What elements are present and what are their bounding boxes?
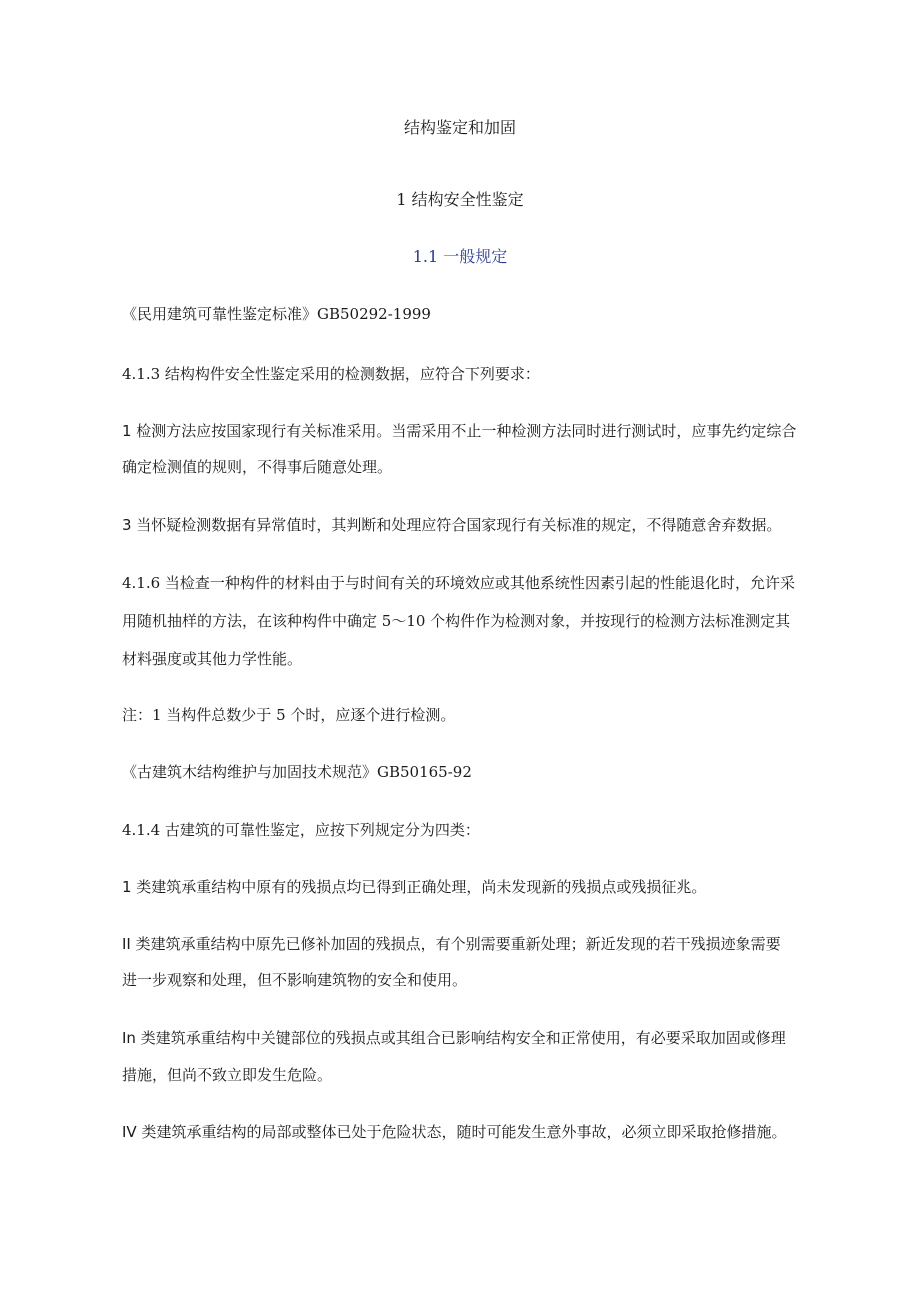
clause-4-1-3: 4.1.3 结构构件安全性鉴定采用的检测数据，应符合下列要求： — [122, 365, 540, 383]
clause-4-1-6-line-3: 材料强度或其他力学性能。 — [122, 650, 303, 668]
chapter-heading: 1 结构安全性鉴定 — [396, 190, 524, 209]
clause-4-1-6-line-1: 4.1.6 当检查一种构件的材料由于与时间有关的环境效应或其他系统性因素引起的性能退化时，允许采 — [122, 574, 795, 592]
standard-title-2: 《古建筑木结构维护与加固技术规范》GB50165-92 — [122, 763, 472, 781]
item-1-line-2: 确定检测值的规则，不得事后随意处理。 — [122, 458, 393, 476]
class-3-line-2: 措施，但尚不致立即发生危险。 — [122, 1066, 333, 1084]
clause-4-1-6-line-2: 用随机抽样的方法，在该种构件中确定 5～10 个构件作为检测对象，并按现行的检测方法标准测定其 — [122, 612, 791, 630]
item-1-line-1: 1 检测方法应按国家现行有关标准采用。当需采用不止一种检测方法同时进行测试时，应事先约定综合 — [122, 422, 797, 440]
item-3: 3 当怀疑检测数据有异常值时，其判断和处理应符合国家现行有关标准的规定，不得随意舍弃数据。 — [122, 516, 782, 534]
class-2-line-2: 进一步观察和处理，但不影响建筑物的安全和使用。 — [122, 971, 468, 989]
class-1: 1 类建筑承重结构中原有的残损点均已得到正确处理，尚未发现新的残损点或残损征兆。 — [122, 878, 707, 896]
standard-title-1: 《民用建筑可靠性鉴定标准》GB50292-1999 — [122, 305, 431, 323]
class-4: IV 类建筑承重结构的局部或整体已处于危险状态，随时可能发生意外事故，必须立即采取抢修措施。 — [122, 1123, 787, 1141]
class-2-line-1: II 类建筑承重结构中原先已修补加固的残损点，有个别需要重新处理；新近发现的若干残损迹象需要 — [122, 935, 781, 953]
clause-4-1-4: 4.1.4 古建筑的可靠性鉴定，应按下列规定分为四类： — [122, 821, 480, 839]
document-title: 结构鉴定和加固 — [403, 118, 516, 137]
class-3-line-1: In 类建筑承重结构中关键部位的残损点或其组合已影响结构安全和正常使用，有必要采取加固或修理 — [122, 1029, 786, 1047]
section-heading: 1.1 一般规定 — [412, 247, 508, 266]
note: 注：1 当构件总数少于 5 个时，应逐个进行检测。 — [122, 706, 456, 724]
